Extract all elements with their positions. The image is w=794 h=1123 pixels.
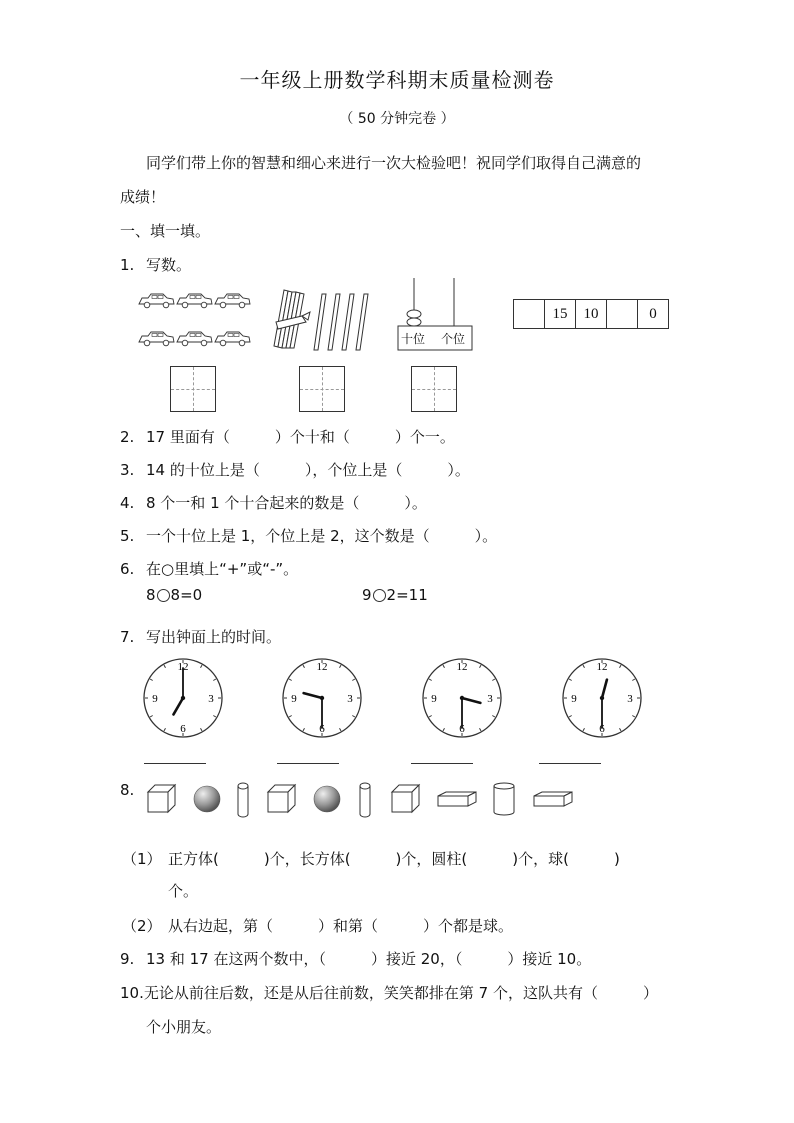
- question-number: 7.: [120, 628, 135, 646]
- clock-center: [320, 696, 324, 700]
- cube-shape: [148, 785, 175, 812]
- cylinder-shape: [238, 783, 248, 817]
- clock-number: 9: [571, 693, 577, 705]
- question-number: 3.: [120, 461, 135, 479]
- question-number: 4.: [120, 494, 135, 512]
- cylinder-body: [238, 786, 248, 817]
- question-text: 一个十位上是 1，个位上是 2，这个数是（ ）。: [146, 527, 498, 545]
- clock-face: [141, 656, 225, 740]
- clock-number: 3: [627, 693, 633, 705]
- cylinder-shape: [494, 783, 514, 815]
- question-9: [120, 948, 591, 969]
- cuboid-shape: [438, 792, 476, 806]
- cuboid-front: [534, 796, 564, 806]
- cuboid-front: [438, 796, 468, 806]
- clock-center: [600, 696, 604, 700]
- clock-center: [181, 696, 185, 700]
- clock-number: 9: [431, 693, 437, 705]
- question-text: 8 个一和 1 个十合起来的数是（ ）。: [146, 494, 427, 512]
- question-number: 10.: [120, 984, 144, 1002]
- clock-answer-line[interactable]: [539, 763, 601, 764]
- clock-number: 6: [180, 723, 186, 735]
- intro-line-1: 同学们带上你的智慧和细心来进行一次大检验吧！祝同学们取得自己满意的: [146, 154, 642, 172]
- sphere-body: [314, 786, 340, 812]
- cylinder-shape: [360, 783, 370, 817]
- question-text: 写数。: [146, 256, 192, 274]
- clock-center: [460, 696, 464, 700]
- equation-operand: 9: [362, 586, 372, 604]
- sequence-cell: 15: [544, 299, 576, 329]
- clock-face: [560, 656, 644, 740]
- clock-number: 6: [459, 723, 465, 735]
- clock-number: 9: [291, 693, 297, 705]
- cube-front: [392, 792, 412, 812]
- sticks-picture: [270, 286, 374, 356]
- question-4: [120, 492, 427, 513]
- answer-grid[interactable]: [170, 366, 216, 412]
- question-6: [120, 558, 298, 579]
- clock-number: 12: [316, 661, 328, 673]
- operator-circle[interactable]: [373, 589, 386, 602]
- clock-number: 12: [596, 661, 608, 673]
- clock-answer-line[interactable]: [144, 763, 206, 764]
- question-1: [120, 254, 191, 275]
- cylinder-body: [360, 786, 370, 817]
- question-3: [120, 459, 470, 480]
- question-10-cont: 个小朋友。: [146, 1018, 222, 1036]
- cylinder-body: [494, 786, 514, 815]
- question-8-part-1-cont: 个。: [168, 882, 199, 900]
- question-number: 6.: [120, 560, 135, 578]
- question-10: [120, 982, 658, 1003]
- sequence-cell: 0: [637, 299, 669, 329]
- answer-grid[interactable]: [411, 366, 457, 412]
- clock-number: 3: [347, 693, 353, 705]
- question-text: 无论从前往后数，还是从后往前数，笑笑都排在第 7 个，这队共有（ ）: [143, 984, 658, 1002]
- question-text: 13 和 17 在这两个数中，（ ）接近 20，（ ）接近 10。: [146, 950, 592, 968]
- solid-shapes-row: [146, 782, 576, 818]
- abacus-ones-label: 个位: [441, 332, 466, 346]
- intro-line-2: 成绩！: [120, 188, 166, 206]
- page-title: 一年级上册数学科期末质量检测卷: [239, 68, 555, 92]
- cylinder-top: [238, 783, 248, 789]
- section-heading: 一、填一填。: [120, 222, 211, 240]
- part-text: 正方体( )个，长方体( )个，圆柱( )个，球( ): [168, 850, 620, 868]
- question-number: 5.: [120, 527, 135, 545]
- sequence-cell: 10: [575, 299, 607, 329]
- cube-front: [148, 792, 168, 812]
- clock-face: [420, 656, 504, 740]
- clock-number: 9: [152, 693, 158, 705]
- operator-circle[interactable]: [157, 589, 170, 602]
- part-label: （2）: [122, 917, 162, 935]
- cube-shape: [392, 785, 419, 812]
- page-subtitle: （ 50 分钟完卷 ）: [339, 111, 455, 127]
- question-text: 在○里填上“+”或“-”。: [146, 560, 299, 578]
- answer-grid[interactable]: [299, 366, 345, 412]
- sequence-cell[interactable]: [513, 299, 545, 329]
- cylinder-top: [360, 783, 370, 789]
- clock-answer-line[interactable]: [411, 763, 473, 764]
- clock-number: 12: [177, 661, 189, 673]
- question-8-part-2: [122, 915, 513, 936]
- question-text: 17 里面有（ ）个十和（ ）个一。: [146, 428, 455, 446]
- question-number: 1.: [120, 256, 135, 274]
- clock-number: 6: [319, 723, 325, 735]
- equation-2: [362, 586, 428, 604]
- cars-picture: [136, 288, 256, 352]
- sphere-shape: [314, 786, 340, 812]
- question-8-number: 8.: [120, 781, 135, 799]
- clock-number: 12: [456, 661, 468, 673]
- abacus-tens-label: 十位: [401, 332, 426, 346]
- clock-face: [280, 656, 364, 740]
- cube-shape: [268, 785, 295, 812]
- sequence-cell[interactable]: [606, 299, 638, 329]
- question-7: [120, 626, 281, 647]
- equation-1: [146, 586, 202, 604]
- clock-number: 6: [599, 723, 605, 735]
- question-2: [120, 426, 455, 447]
- question-text: 14 的十位上是（ ），个位上是（ ）。: [146, 461, 470, 479]
- clock-answer-line[interactable]: [277, 763, 339, 764]
- clock-number: 3: [487, 693, 493, 705]
- part-text: 从右边起，第（ ）和第（ ）个都是球。: [168, 917, 514, 935]
- cube-front: [268, 792, 288, 812]
- sphere-shape: [194, 786, 220, 812]
- question-8-part-1: [122, 848, 620, 869]
- equation-operand: 8: [146, 586, 156, 604]
- sphere-body: [194, 786, 220, 812]
- part-label: （1）: [122, 850, 162, 868]
- question-5: [120, 525, 497, 546]
- cylinder-top: [494, 783, 514, 789]
- question-number: 9.: [120, 950, 135, 968]
- cuboid-shape: [534, 792, 572, 806]
- clock-number: 3: [208, 693, 214, 705]
- number-sequence: [514, 299, 669, 329]
- question-number: 2.: [120, 428, 135, 446]
- question-text: 写出钟面上的时间。: [146, 628, 282, 646]
- equation-rest: 2=11: [386, 586, 428, 604]
- equation-rest: 8=0: [170, 586, 203, 604]
